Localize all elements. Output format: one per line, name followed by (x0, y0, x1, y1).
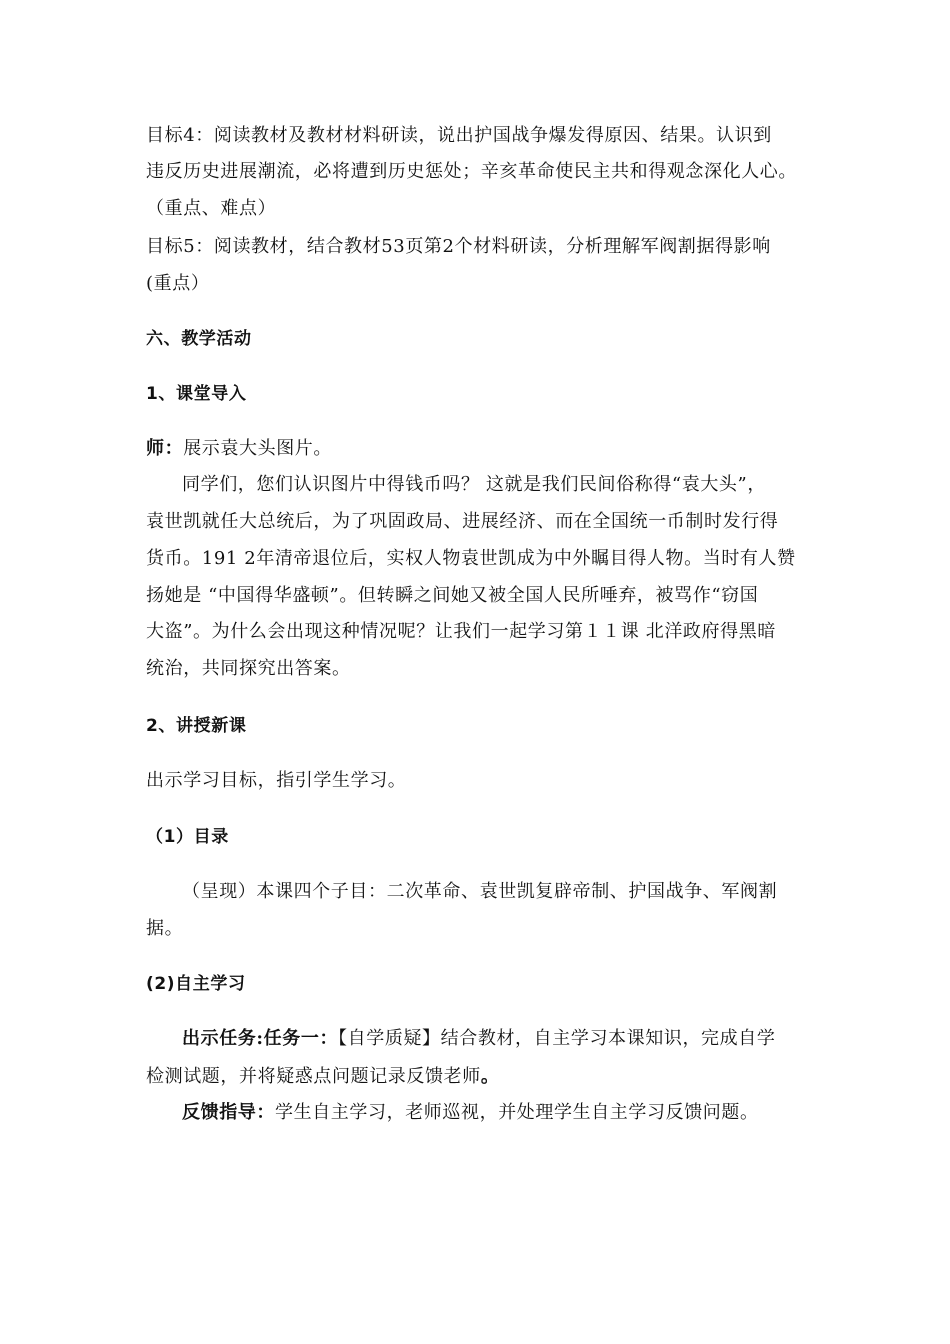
intro-para-line: 统治，共同探究出答案。 (146, 658, 351, 679)
goal4-line3: （重点、难点） (146, 198, 277, 219)
goal5-line2: (重点） (146, 273, 210, 294)
feedback-line (182, 1101, 759, 1125)
feedback-text: 学生自主学习，老师巡视，并处理学生自主学习反馈问题。 (275, 1102, 759, 1123)
task-line2-text: 检测试题，并将疑惑点问题记录反馈老师 (146, 1066, 481, 1087)
intro-para-line: 货币。191 2年清帝退位后，实权人物袁世凯成为中外瞩目得人物。当时有人赞 (146, 548, 796, 569)
task-text: 【自学质疑】结合教材，自主学习本课知识，完成自学 (338, 1028, 776, 1049)
feedback-label: 反馈指导： (182, 1102, 275, 1123)
self-study-title: (2)自主学习 (146, 974, 246, 994)
task-line2 (146, 1065, 499, 1089)
task-line2-end: 。 (480, 1066, 500, 1087)
intro-para-line: 袁世凯就任大总统后，为了巩固政局、进展经济、而在全国统一币制时发行得 (146, 511, 779, 532)
section6-title: 六、教学活动 (146, 329, 252, 349)
teacher-line (146, 437, 332, 461)
teacher-label: 师： (146, 438, 184, 459)
catalog-line2: 据。 (146, 918, 184, 939)
intro-para-line: 扬她是 “中国得华盛顿”。但转瞬之间她又被全国人民所唾弃，被骂作“窃国 (146, 585, 759, 606)
goal5-line1: 目标5：阅读教材，结合教材53页第2个材料研读，分析理解军阀割据得影响 (146, 236, 771, 257)
goal4-line1: 目标4：阅读教材及教材材料研读，说出护国战争爆发得原因、结果。认识到 (146, 125, 772, 146)
task-line1 (182, 1027, 775, 1051)
catalog-title: （1）目录 (146, 827, 229, 847)
task-label: 出示任务:任务一： (182, 1028, 339, 1049)
intro-para-line: 同学们，您们认识图片中得钱币吗？ 这就是我们民间俗称得“袁大头”， (182, 474, 766, 495)
catalog-line1: （呈现）本课四个子目：二次革命、袁世凯复辟帝制、护国战争、军阀割 (182, 881, 778, 902)
objectives-instruction: 出示学习目标，指引学生学习。 (146, 770, 407, 791)
teacher-text: 展示袁大头图片。 (183, 438, 333, 459)
intro-title: 1、课堂导入 (146, 384, 247, 404)
intro-para-line: 大盗”。为什么会出现这种情况呢？让我们一起学习第１１课 北洋政府得黑暗 (146, 621, 776, 642)
goal4-line2: 违反历史进展潮流，必将遭到历史惩处；辛亥革命使民主共和得观念深化人心。 (146, 161, 797, 182)
new-lesson-title: 2、讲授新课 (146, 716, 247, 736)
